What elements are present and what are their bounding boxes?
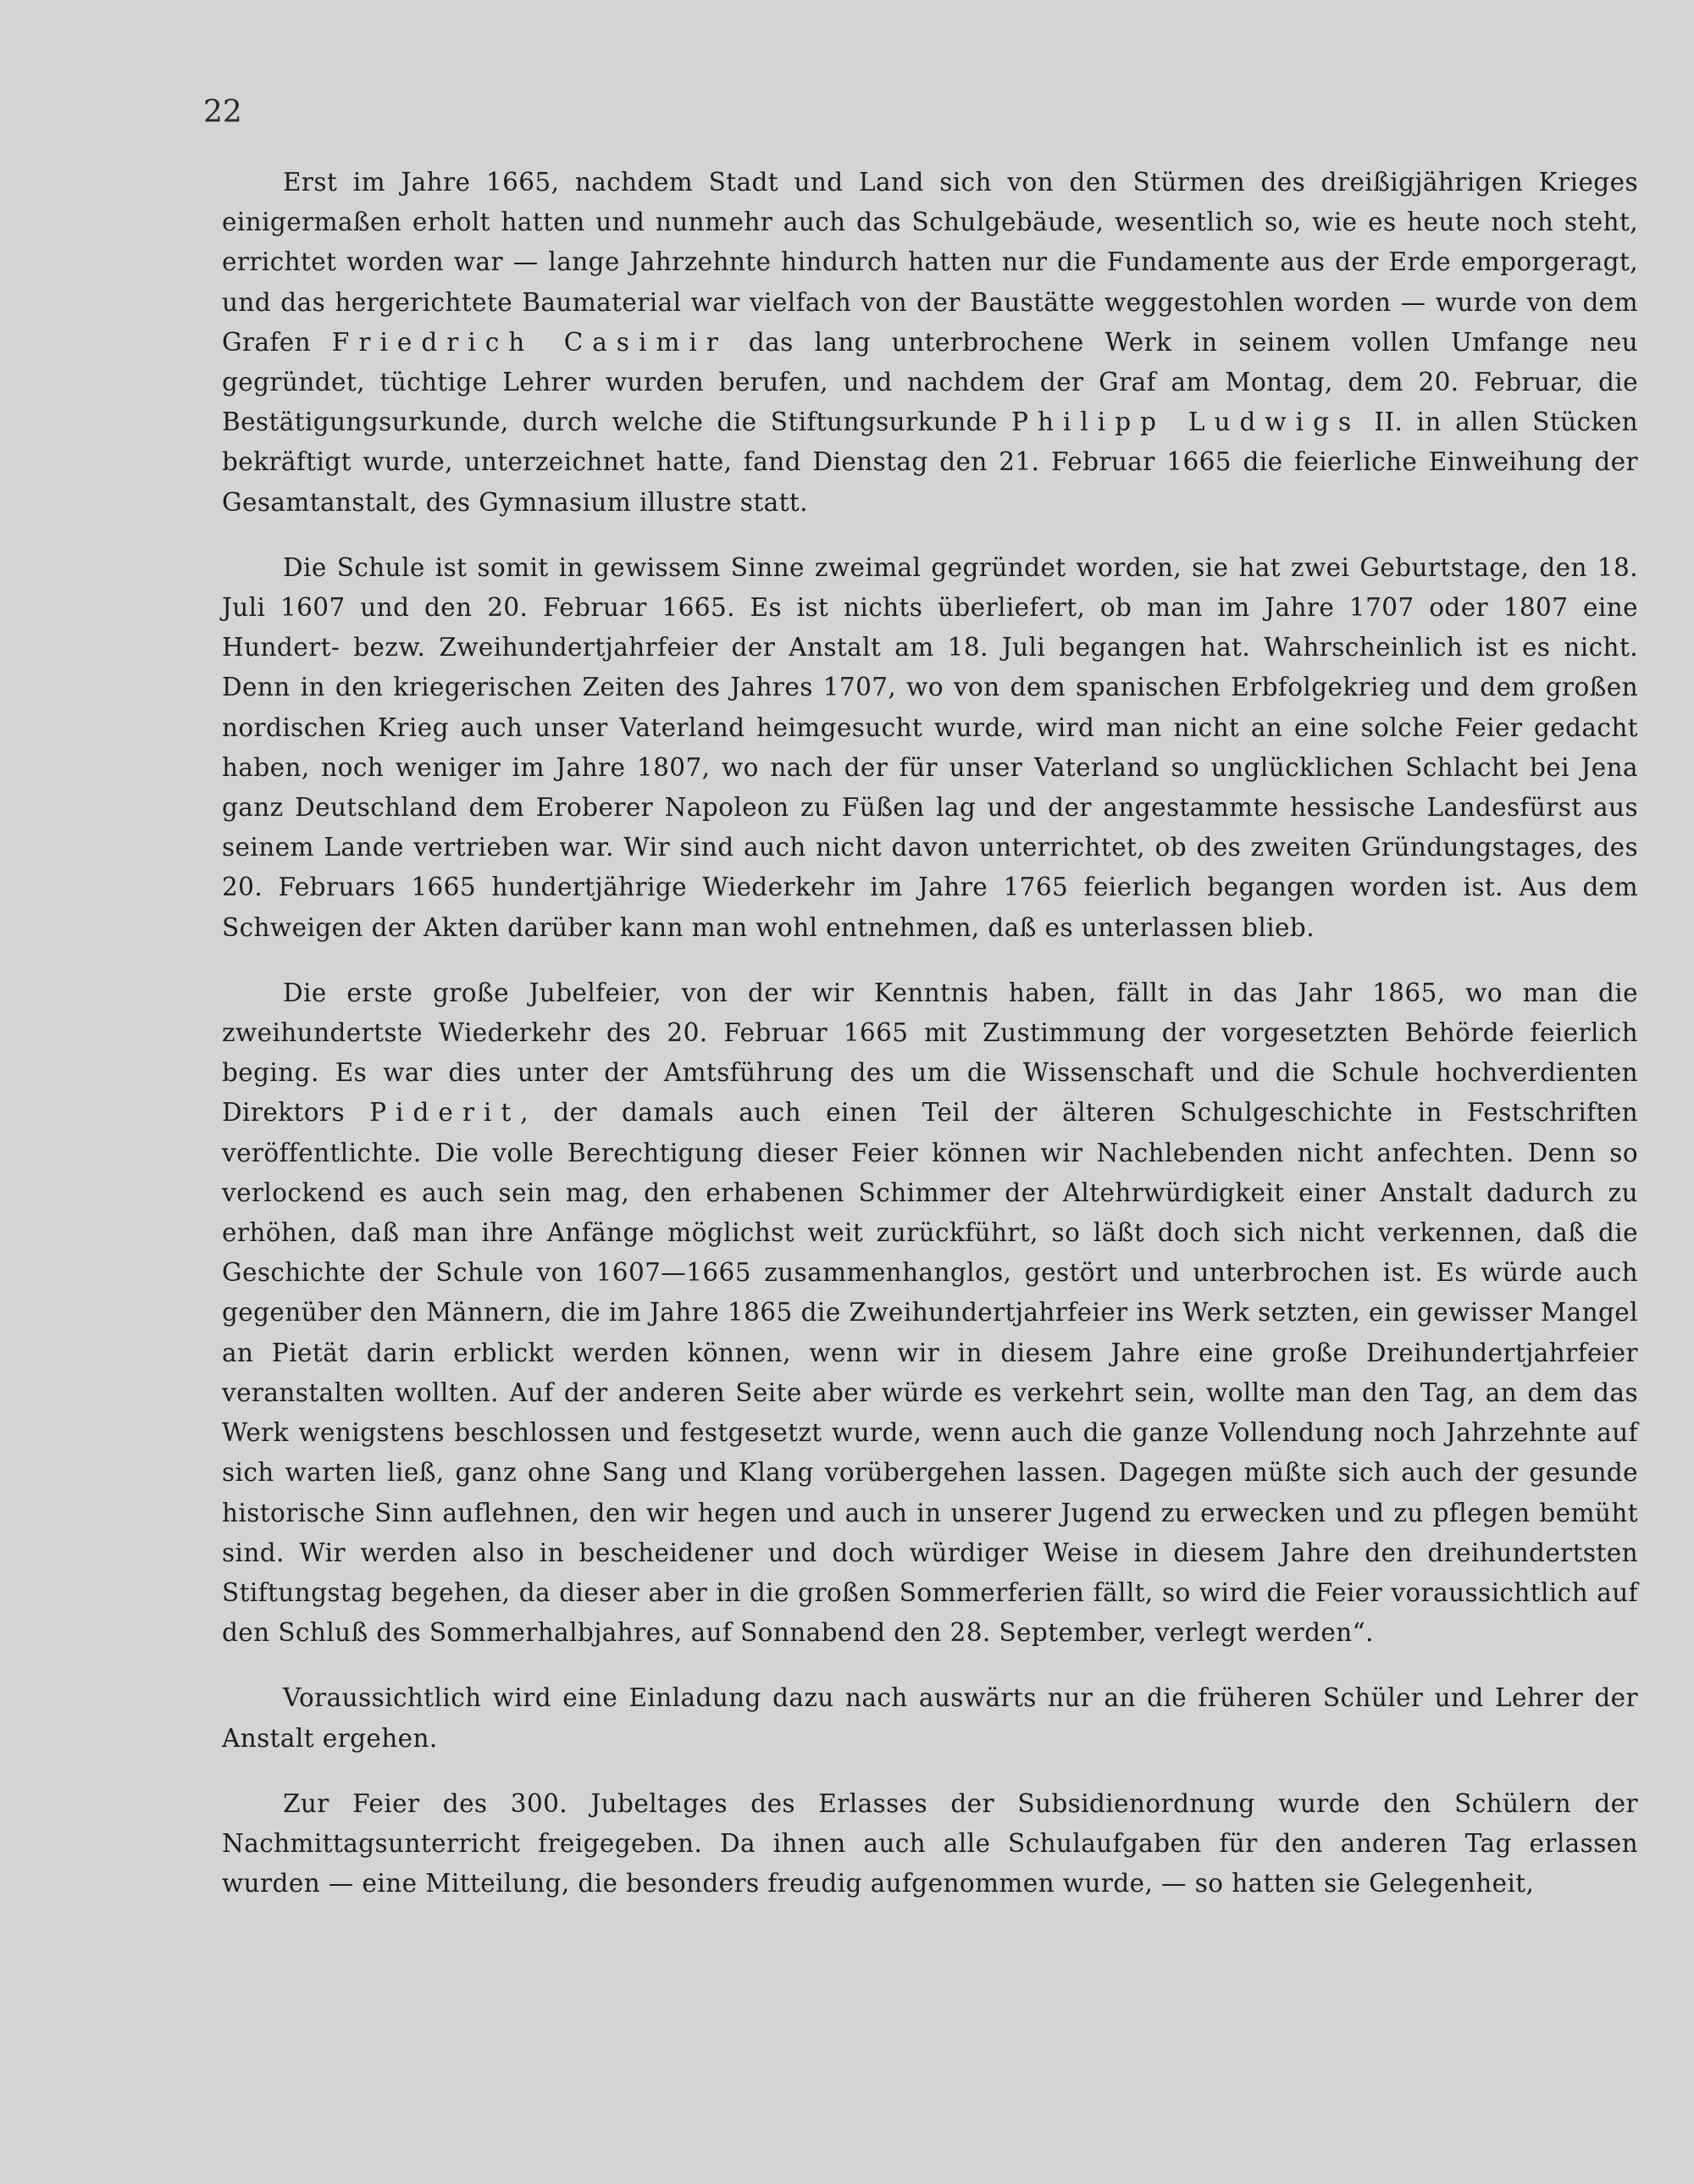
text-run: das lang unterbrochene Werk in seinem vollen Umfange neu gegründet, tüchtige Lehrer wurden berufen, und nachdem der Graf am Montag, dem 20. Februar, die Bestätigungsurkunde, durch welche die Stiftungsurkunde [222,327,1638,437]
spaced-name: Philipp Ludwigs [1011,407,1361,437]
body-text [222,163,1638,1929]
paragraph-3 [222,973,1638,1653]
paragraph-4 [222,1678,1638,1758]
text-run: Erst im Jahre 1665, nachdem Stadt und Land sich von den Stürmen des dreißigjährigen Krieges einigermaßen erholt hatten und nunmehr auch das Schulgebäude, wesentlich so, wie es heute noch steht, errichtet worden war — lange Jahrzehnte hindurch hatten nur die Fundamente aus der Erde emporgeragt, und das hergerichtete Baumaterial war vielfach von der Baustätte weggestohlen worden — wurde von dem Grafen [222,168,1638,357]
paragraph-2 [222,548,1638,948]
spaced-name: Friedrich Casimir [331,327,728,357]
text-run: Die Schule ist somit in gewissem Sinne zweimal gegründet worden, sie hat zwei Geburtstage, den 18. Juli 1607 und den 20. Februar 1665. Es ist nichts überliefert, ob man im Jahre 1707 oder 1807 eine Hundert- bezw. Zweihundertjahrfeier der Anstalt am 18. Juli begangen hat. Wahrscheinlich ist es nicht. Denn in den kriegerischen Zeiten des Jahres 1707, wo von dem spanischen Erbfolgekrieg und dem großen nordischen Krieg auch unser Vaterland heimgesucht wurde, wird man nicht an eine solche Feier gedacht haben, noch weniger im Jahre 1807, wo nach der für unser Vaterland so unglücklichen Schlacht bei Jena ganz Deutschland dem Eroberer Napoleon zu Füßen lag und der angestammte hessische Landesfürst aus seinem Lande vertrieben war. Wir sind auch nicht davon unterrichtet, ob des zweiten Gründungstages, des 20. Februars 1665 hundertjährige Wiederkehr im Jahre 1765 feierlich begangen worden ist. Aus dem Schweigen der Akten darüber kann man wohl entnehmen, daß es unterlassen blieb. [222,552,1638,942]
text-run: Zur Feier des 300. Jubeltages des Erlasses der Subsidienordnung wurde den Schülern der Nachmittagsunterricht freigegeben. Da ihnen auch alle Schulaufgaben für den anderen Tag erlassen wurden — eine Mitteilung, die besonders freudig aufgenommen wurde, — so hatten sie Gelegenheit, [222,1788,1638,1899]
text-run: Die erste große Jubelfeier, von der wir Kenntnis haben, fällt in das Jahr 1865, wo man die zweihundertste Wiederkehr des 20. Februar 1665 mit Zustimmung der vorgesetzten Behörde feierlich beging. Es war dies unter der Amtsführung des um die Wissenschaft und die Schule hochverdienten Direktors [222,978,1638,1128]
paragraph-1 [222,163,1638,523]
text-run: Voraussichtlich wird eine Einladung dazu nach auswärts nur an die früheren Schüler und Lehrer der Anstalt ergehen. [222,1683,1638,1753]
text-run: , der damals auch einen Teil der älteren Schulgeschichte in Festschriften veröffentlichte. Die volle Berechtigung dieser Feier können wir Nachlebenden nicht anfechten. Denn so verlockend es auch sein mag, den erhabenen Schimmer der Altehrwürdigkeit einer Anstalt dadurch zu erhöhen, daß man ihre Anfänge möglichst weit zurückführt, so läßt doch sich nicht verkennen, daß die Geschichte der Schule von 1607—1665 zusammenhanglos, gestört und unterbrochen ist. Es würde auch gegenüber den Männern, die im Jahre 1865 die Zweihundertjahrfeier ins Werk setzten, ein gewisser Mangel an Pietät darin erblickt werden können, wenn wir in diesem Jahre eine große Dreihundertjahrfeier veranstalten wollten. Auf der anderen Seite aber würde es verkehrt sein, wollte man den Tag, an dem das Werk wenigstens beschlossen und festgesetzt wurde, wenn auch die ganze Vollendung noch Jahrzehnte auf sich warten ließ, ganz ohne Sang und Klang vorübergehen lassen. Dagegen müßte sich auch der gesunde historische Sinn auflehnen, den wir hegen und auch in unserer Jugend zu erwecken und zu pflegen bemüht sind. Wir werden also in bescheidener und doch würdiger Weise in diesem Jahre den dreihundertsten Stiftungstag begehen, da dieser aber in die großen Sommerferien fällt, so wird die Feier voraussichtlich auf den Schluß des Sommerhalbjahres, auf Sonnabend den 28. September, verlegt werden“. [222,1098,1638,1648]
page-number: 22 [203,95,242,130]
paragraph-5 [222,1784,1638,1904]
text-run: II. in allen Stücken bekräftigt wurde, unterzeichnet hatte, fand Dienstag den 21. Februar 1665 die feierliche Einweihung der Gesamtanstalt, des Gymnasium illustre statt. [222,407,1639,517]
spaced-name: Piderit [369,1098,521,1128]
